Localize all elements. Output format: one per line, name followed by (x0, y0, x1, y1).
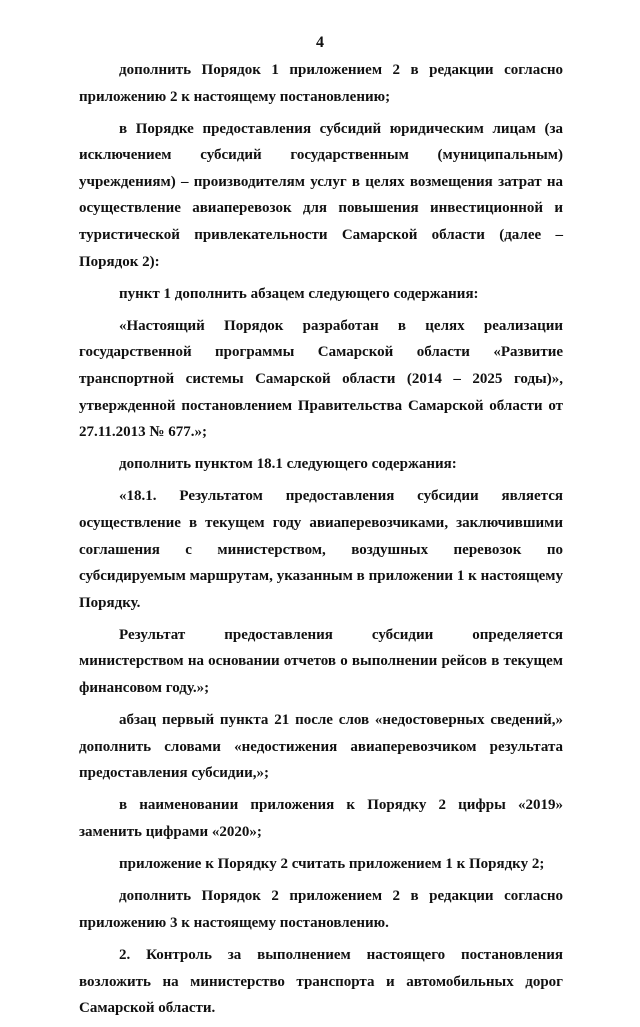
paragraph-11: дополнить Порядок 2 приложением 2 в редакции согласно приложению 3 к настоящему постановлению. (79, 888, 563, 931)
page-number: 4 (316, 34, 324, 51)
paragraph-10: приложение к Порядку 2 считать приложением 1 к Порядку 2; (119, 856, 545, 873)
paragraph-12: 2. Контроль за выполнением настоящего постановления возложить на министерство транспорта и автомобильных дорог Самарской области. (79, 946, 563, 1017)
paragraph-8: абзац первый пункта 21 после слов «недостоверных сведений,» дополнить словами «недостижения авиаперевозчиком результата предоставления субсидии,»; (79, 712, 563, 782)
paragraph-1: дополнить Порядок 1 приложением 2 в редакции согласно приложению 2 к настоящему постановлению; (79, 62, 563, 105)
document-body (79, 57, 563, 1027)
paragraph-5: дополнить пунктом 18.1 следующего содержания: (119, 456, 457, 473)
paragraph-4: «Настоящий Порядок разработан в целях реализации государственной программы Самарской области «Развитие транспортной системы Самарской области (2014 – 2025 годы)», утвержденной постановлением Правительства Самарской области от 27.11.2013 № 677.»; (79, 317, 563, 441)
paragraph-7: Результат предоставления субсидии определяется министерством на основании отчетов о выполнении рейсов в текущем финансовом году.»; (79, 626, 563, 697)
paragraph-3: пункт 1 дополнить абзацем следующего содержания: (119, 285, 479, 302)
paragraph-6: «18.1. Результатом предоставления субсидии является осуществление в текущем году авиаперевозчиками, заключившими соглашения с министерством, воздушных перевозок по субсидируемым маршрутам, указанным в приложении 1 к настоящему Порядку. (79, 488, 563, 611)
paragraph-2: в Порядке предоставления субсидий юридическим лицам (за исключением субсидий государственным (муниципальным) учреждениям) – производителям услуг в целях возмещения затрат на осуществление авиаперевозок для повышения инвестиционной и туристической привлекательности Самарской области (далее – Порядок 2): (79, 120, 563, 270)
paragraph-9: в наименовании приложения к Порядку 2 цифры «2019» заменить цифрами «2020»; (79, 797, 563, 841)
